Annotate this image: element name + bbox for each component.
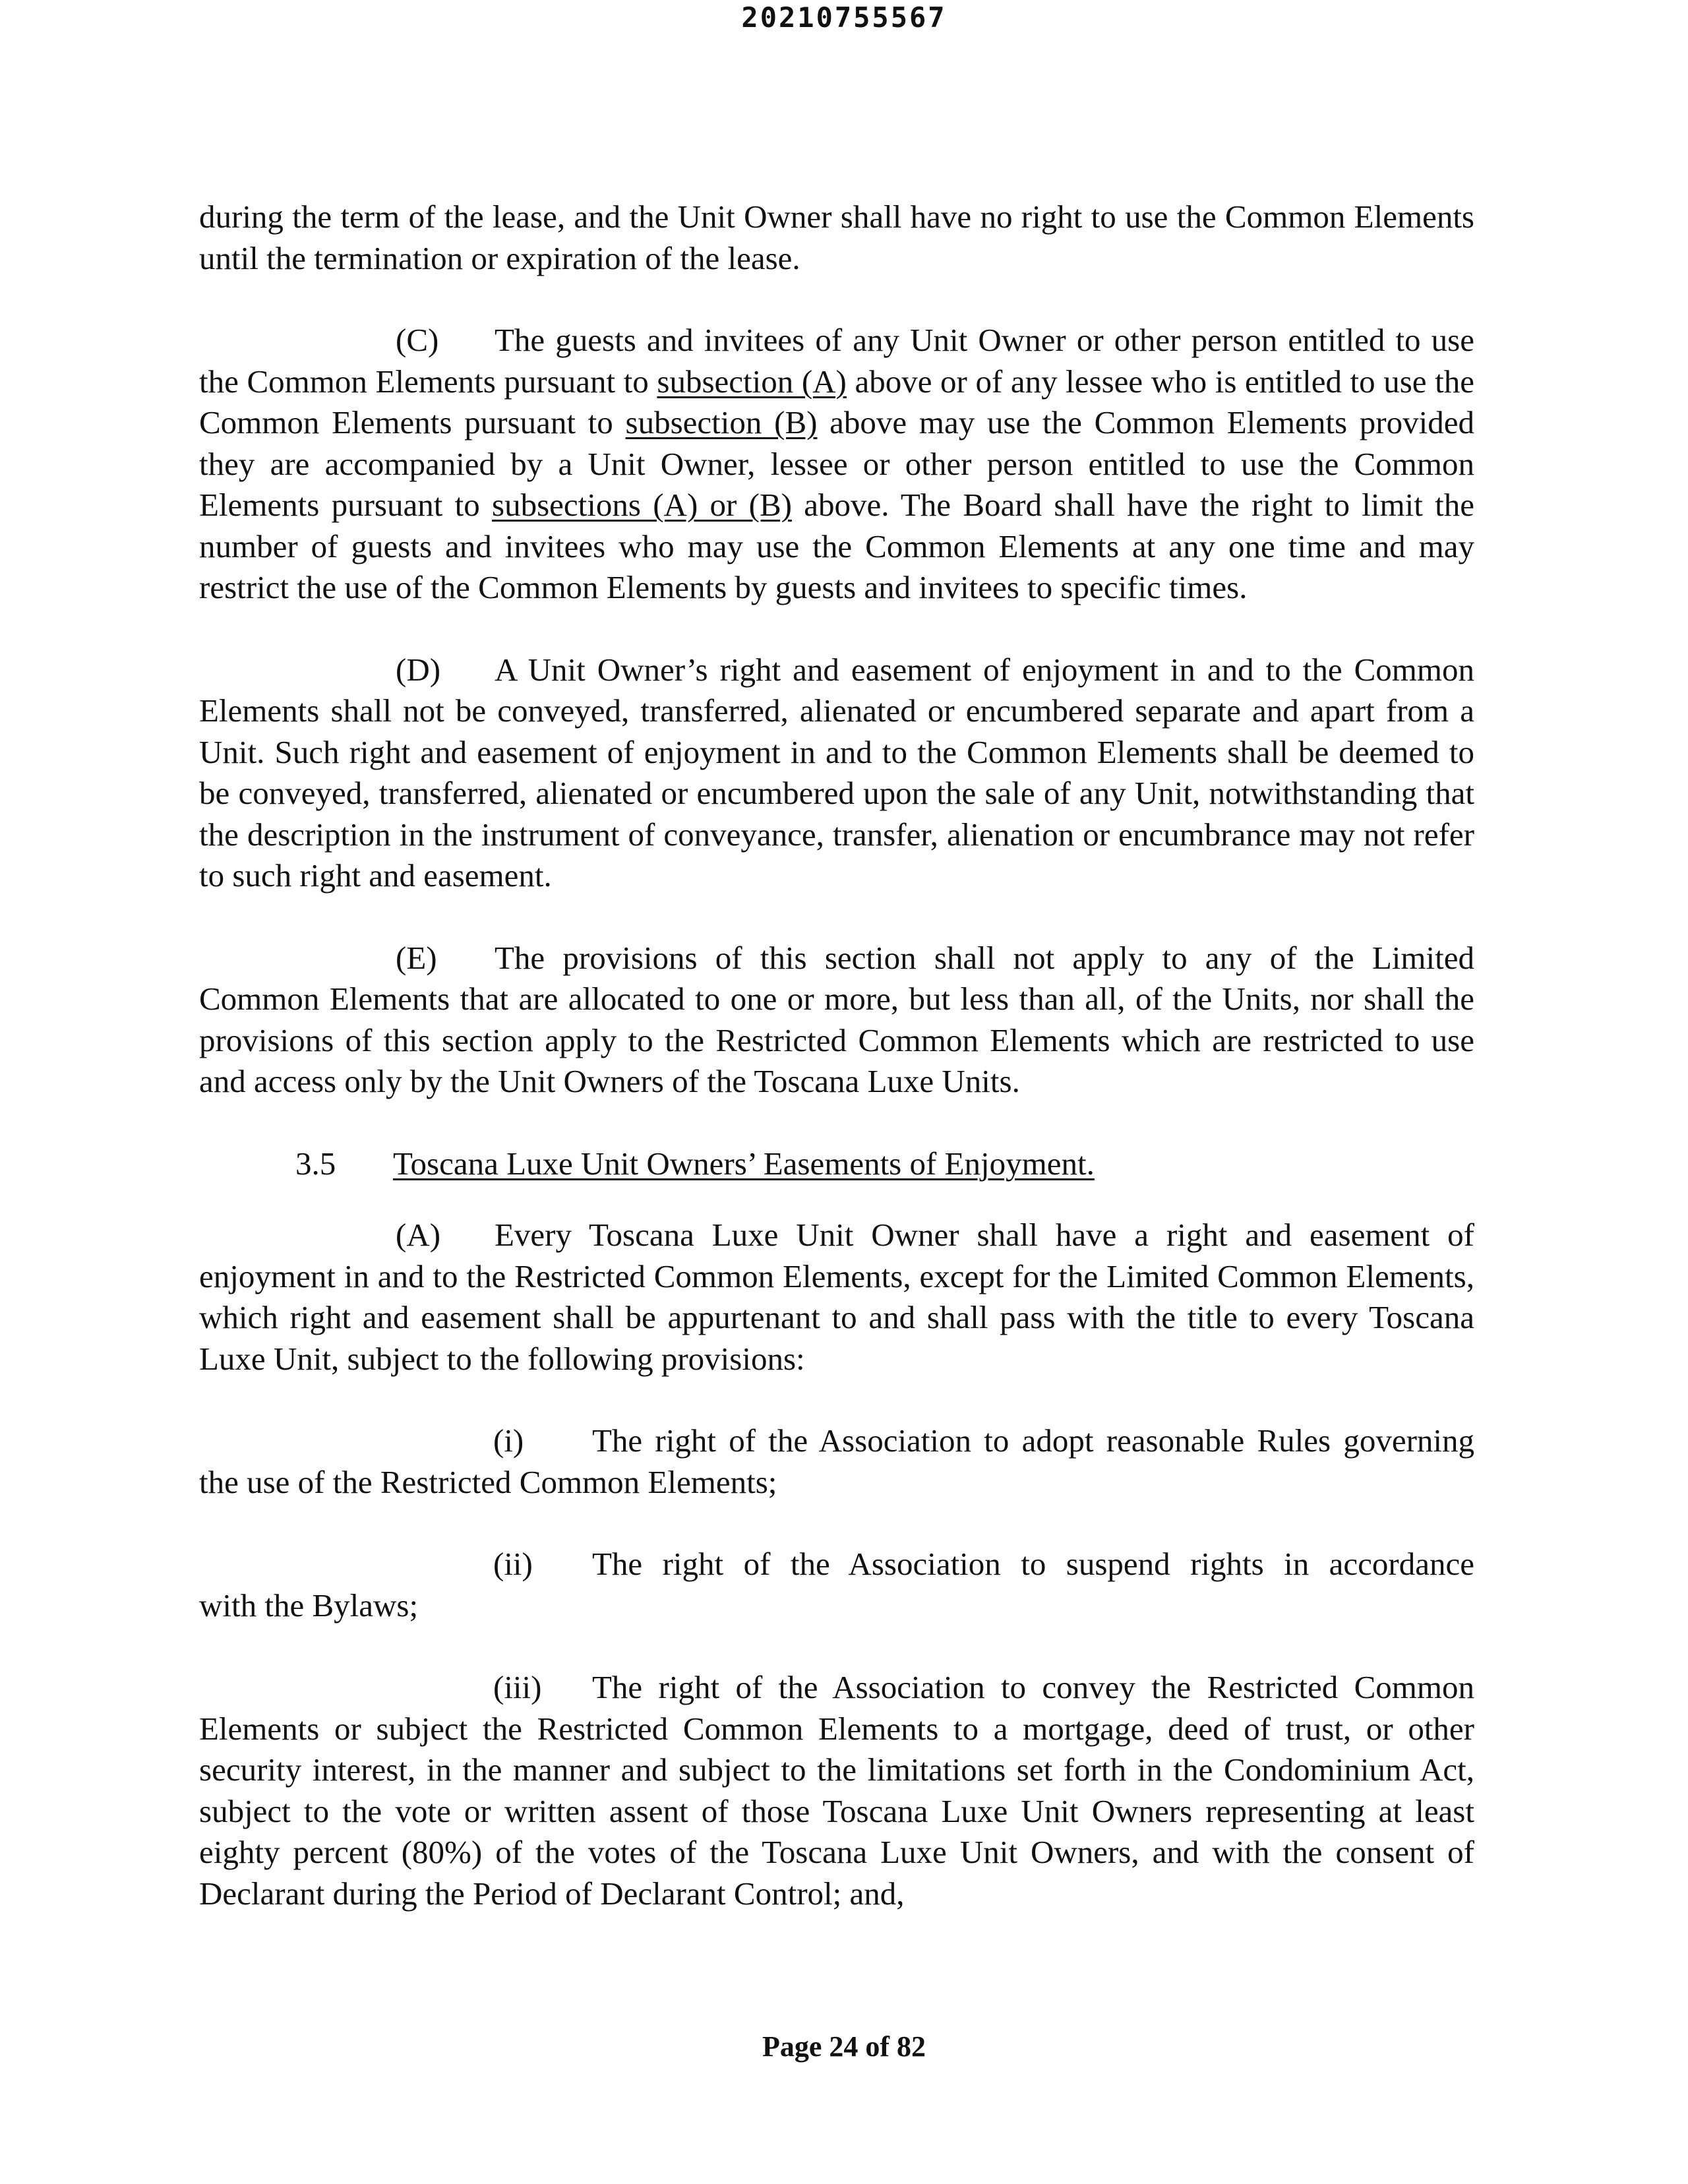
item-i-label: (i) (493, 1422, 524, 1459)
paragraph-d (199, 650, 1474, 897)
section-number: 3.5 (295, 1145, 336, 1182)
paragraph-c-ref-3: subsections (A) or (B) (492, 487, 792, 523)
paragraph-c-text-2: above or of any lessee who is entitled to use the Common Elements pursuant to (199, 363, 1474, 440)
paragraph-c-label: (C) (396, 322, 439, 358)
section-title: Toscana Luxe Unit Owners’ Easements of Enjoyment. (393, 1145, 1095, 1182)
paragraph-a (199, 1215, 1474, 1380)
item-i-text: The right of the Association to adopt reasonable Rules governing the use of the Restricted Common Elements; (199, 1422, 1474, 1500)
item-iii-label: (iii) (493, 1669, 542, 1705)
paragraph-c-ref-2: subsection (B) (625, 404, 818, 440)
paragraph-a-text: Every Toscana Luxe Unit Owner shall have a right and easement of enjoyment in and to the Restricted Common Elements, except for the Limited Common Elements, which right and easement shall be appurtenant to and shall pass with the title to every Toscana Luxe Unit, subject to the following provisions: (199, 1217, 1474, 1377)
item-ii-line-1 (199, 1544, 1474, 1585)
paragraph-c-ref-1: subsection (A) (657, 363, 847, 400)
document-number: 20210755567 (741, 1, 947, 34)
continuation-paragraph: during the term of the lease, and the Unit Owner shall have no right to use the Common Elements until the termination or expiration of the lease. (199, 198, 1474, 276)
paragraph-e-text: The provisions of this section shall not apply to any of the Limited Common Elements that are allocated to one or more, but less than all, of the Units, nor shall the provisions of this section apply to the Restricted Common Elements which are restricted to use and access only by the Unit Owners of the Toscana Luxe Units. (199, 939, 1474, 1099)
item-iii (199, 1667, 1474, 1914)
paragraph-d-text: A Unit Owner’s right and easement of enjoyment in and to the Common Elements shall not be conveyed, transferred, alienated or encumbered separate and apart from a Unit. Such right and easement of enjoyment in and to the Common Elements shall be deemed to be conveyed, transferred, alienated or encumbered upon the sale of any Unit, notwithstanding that the description in the instrument of conveyance, transfer, alienation or encumbrance may not refer to such right and easement. (199, 651, 1474, 894)
item-ii-text-1: The right of the Association to suspend rights in accordance (592, 1546, 1474, 1582)
page-footer: Page 24 of 82 (762, 2030, 926, 2063)
paragraph-e (199, 938, 1474, 1103)
item-i (199, 1420, 1474, 1503)
paragraph-c (199, 320, 1474, 609)
item-iii-text: The right of the Association to convey the Restricted Common Elements or subject the Restricted Common Elements to a mortgage, deed of trust, or other security interest, in the manner and subject to the limitations set forth in the Condominium Act, subject to the vote or written assent of those Toscana Luxe Unit Owners representing at least eighty percent (80%) of the votes of the Toscana Luxe Unit Owners, and with the consent of Declarant during the Period of Declarant Control; and, (199, 1669, 1474, 1912)
paragraph-d-label: (D) (396, 651, 441, 688)
paragraph-c-text-1: The guests and invitees of any Unit Owner or other person entitled to use the Common Elements pursuant to (199, 322, 1474, 400)
item-ii-line-2: with the Bylaws; (199, 1587, 419, 1623)
document-body (199, 197, 1474, 1914)
paragraph-a-label: (A) (396, 1217, 441, 1253)
paragraph-c-text-4: above. The Board shall have the right to limit the number of guests and invitees who may use the Common Elements at any one time and may restrict the use of the Common Elements by guests and invitees to specific times. (199, 487, 1474, 605)
item-ii-label: (ii) (493, 1546, 533, 1582)
paragraph-c-text-3: above may use the Common Elements provided they are accompanied by a Unit Owner, lessee or other person entitled to use the Common Elements pursuant to (199, 404, 1474, 523)
section-heading (199, 1143, 1474, 1185)
paragraph-e-label: (E) (396, 939, 437, 976)
